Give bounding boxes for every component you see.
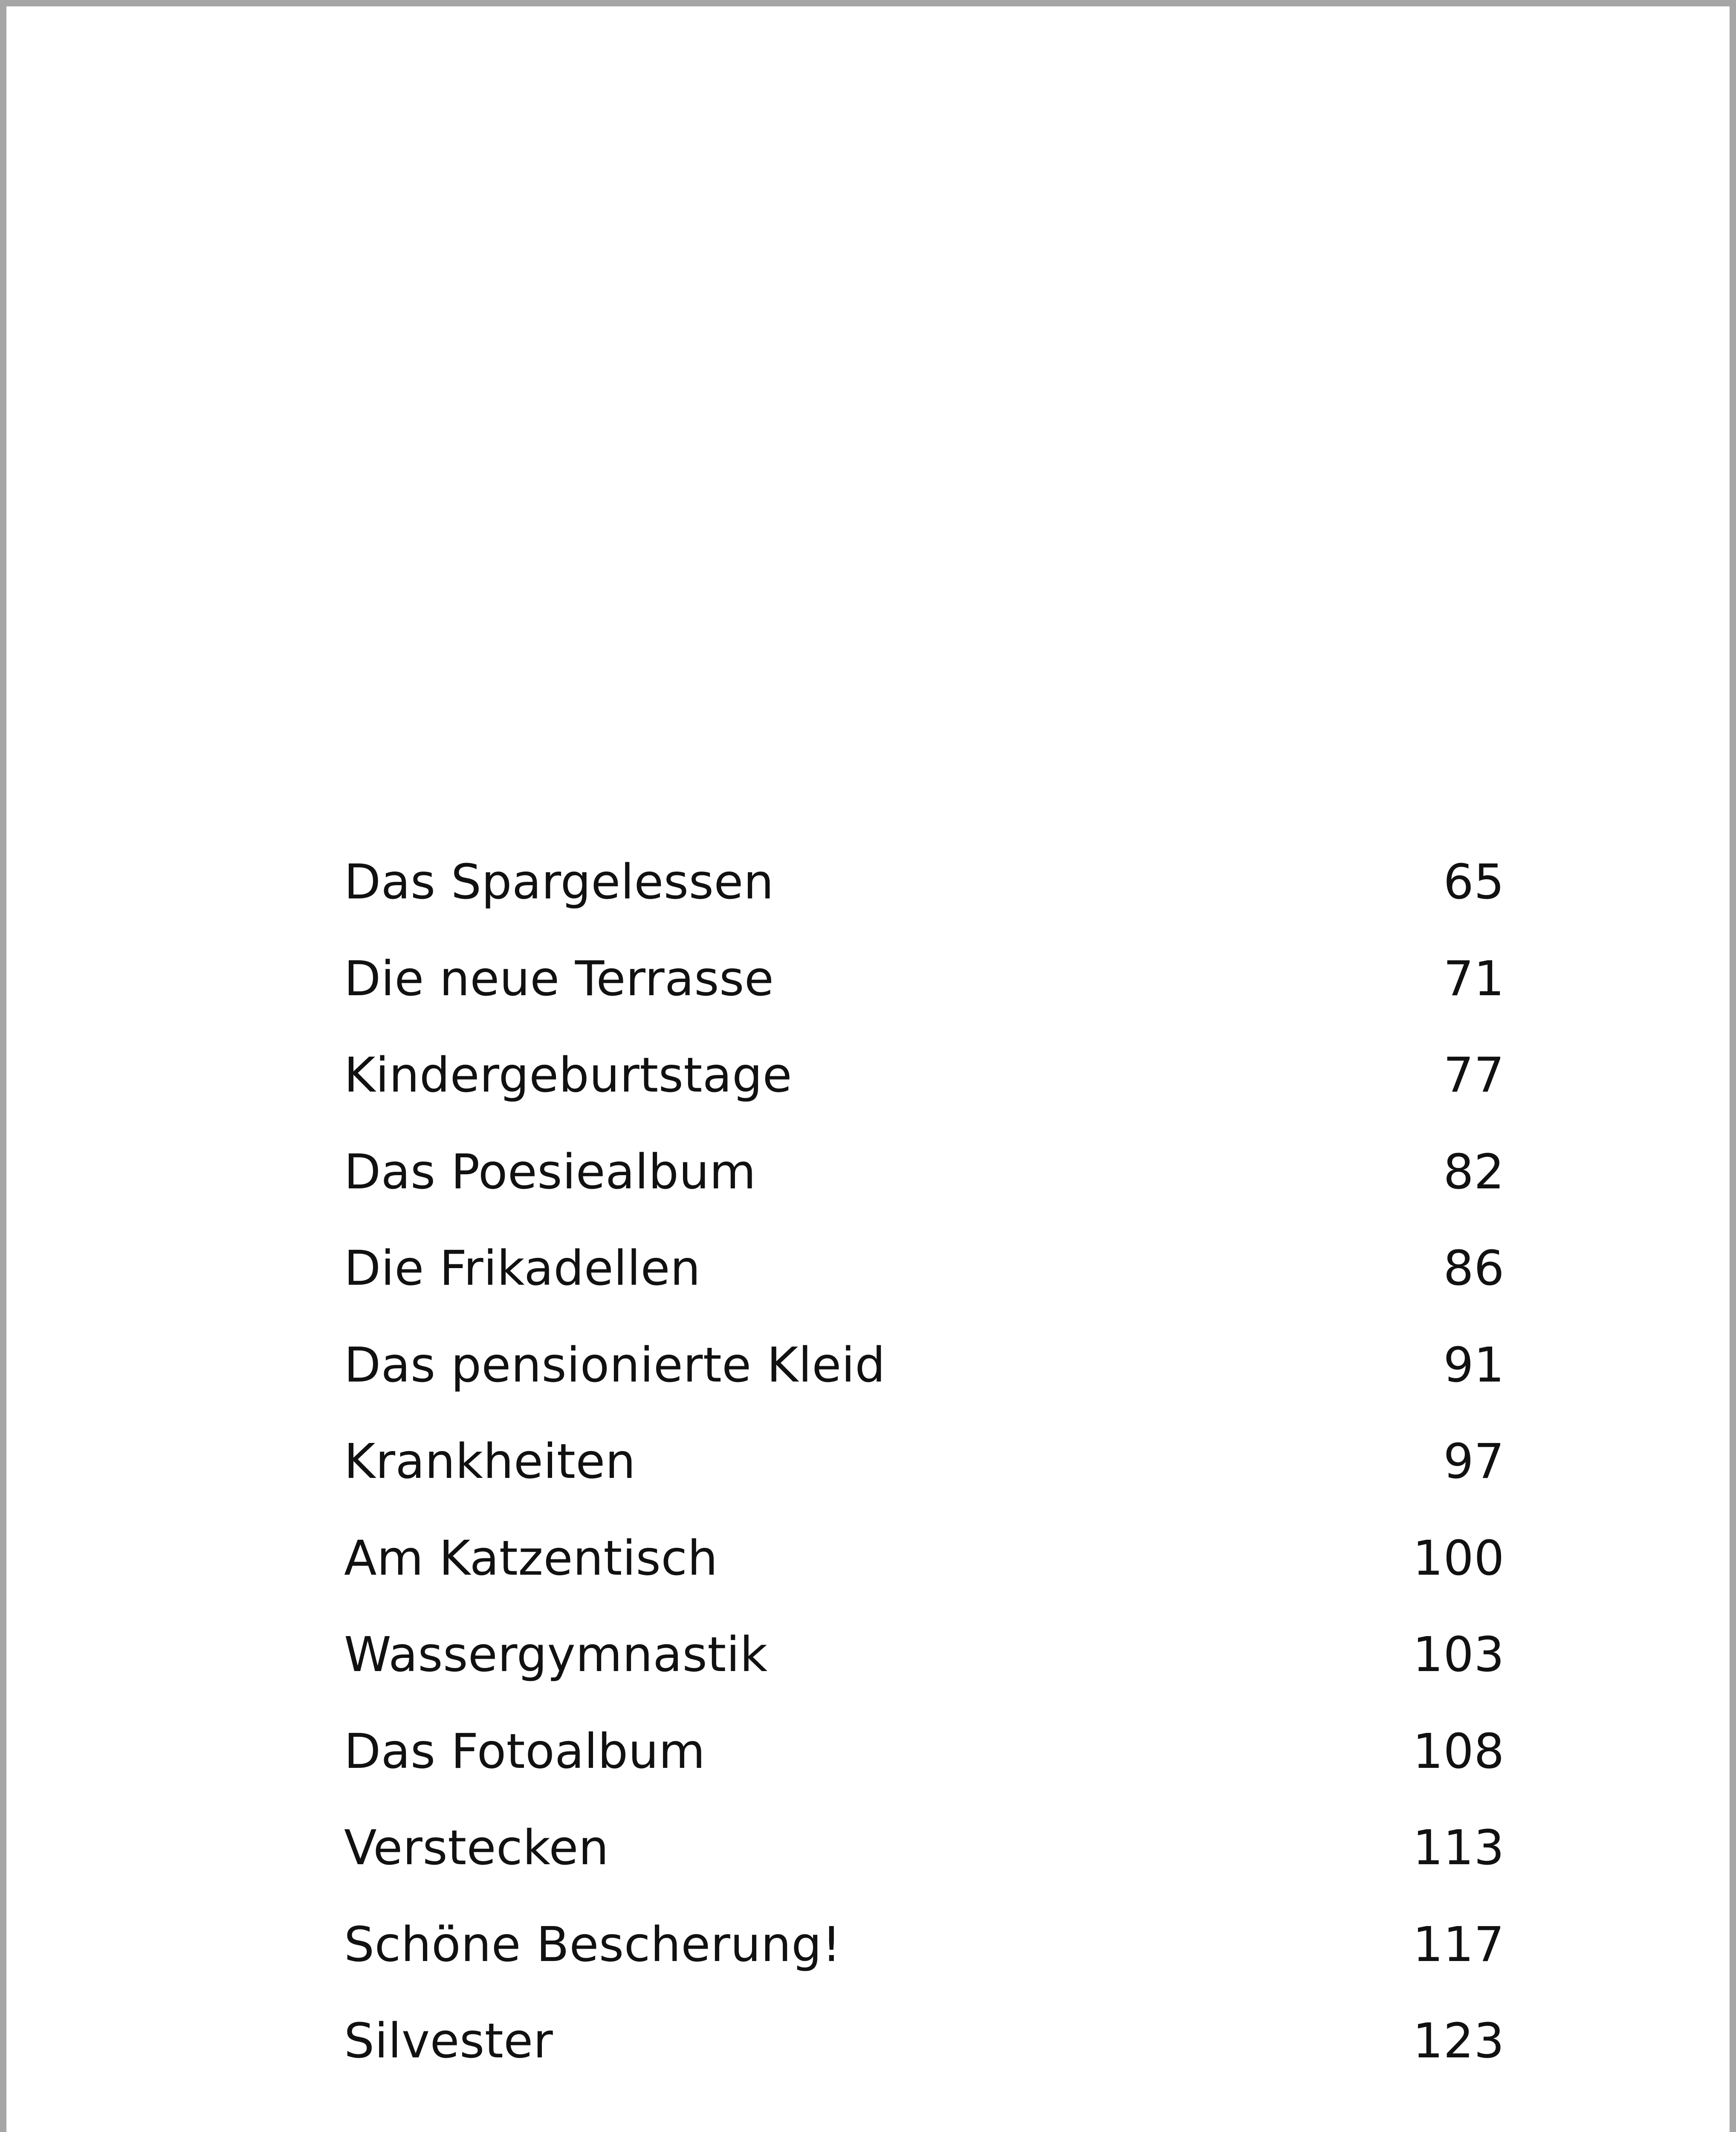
toc-entry-page-number: 100 xyxy=(1412,1530,1505,1586)
toc-entry-page-number: 108 xyxy=(1412,1724,1505,1779)
toc-entry-page-number: 65 xyxy=(1443,855,1505,910)
toc-entry-title: Kindergeburtstage xyxy=(344,1048,793,1103)
toc-entry xyxy=(344,1510,1505,1607)
toc-entry-page-number: 113 xyxy=(1412,1820,1505,1876)
toc-entry-title: Das Fotoalbum xyxy=(344,1724,706,1779)
toc-entry xyxy=(344,834,1505,931)
toc-entry-title: Am Katzentisch xyxy=(344,1530,718,1586)
toc-entry-page-number: 123 xyxy=(1412,2013,1505,2069)
toc-entry xyxy=(344,1607,1505,1703)
toc-entry-title: Die neue Terrasse xyxy=(344,951,774,1007)
toc-entry-title: Das Poesiealbum xyxy=(344,1144,756,1200)
toc-entry-title: Silvester xyxy=(344,2013,553,2069)
toc-entry-page-number: 91 xyxy=(1443,1337,1505,1393)
toc-entry-page-number: 97 xyxy=(1443,1434,1505,1489)
toc-entry-title: Die Frikadellen xyxy=(344,1241,701,1296)
toc-entry xyxy=(344,1993,1505,2090)
toc-entry-page-number: 77 xyxy=(1443,1048,1505,1103)
toc-entry-title: Wassergymnastik xyxy=(344,1627,768,1683)
toc-entry-page-number: 86 xyxy=(1443,1241,1505,1296)
toc-entry-title: Das pensionierte Kleid xyxy=(344,1337,885,1393)
toc-entry-page-number: 82 xyxy=(1443,1144,1505,1200)
toc-entry xyxy=(344,1703,1505,1800)
toc-entry-title: Krankheiten xyxy=(344,1434,636,1489)
toc-entry-page-number: 103 xyxy=(1412,1627,1505,1683)
table-of-contents xyxy=(344,834,1505,2090)
toc-entry xyxy=(344,931,1505,1028)
toc-entry-title: Das Spargelessen xyxy=(344,855,774,910)
toc-entry-page-number: 117 xyxy=(1412,1917,1505,1973)
toc-entry xyxy=(344,1414,1505,1510)
toc-entry xyxy=(344,1317,1505,1414)
toc-entry-title: Verstecken xyxy=(344,1820,609,1876)
toc-entry-page-number: 71 xyxy=(1443,951,1505,1007)
toc-entry xyxy=(344,1897,1505,1993)
toc-entry xyxy=(344,1220,1505,1317)
toc-entry-title: Schöne Bescherung! xyxy=(344,1917,842,1973)
toc-entry xyxy=(344,1027,1505,1124)
toc-entry xyxy=(344,1800,1505,1897)
toc-entry xyxy=(344,1124,1505,1221)
